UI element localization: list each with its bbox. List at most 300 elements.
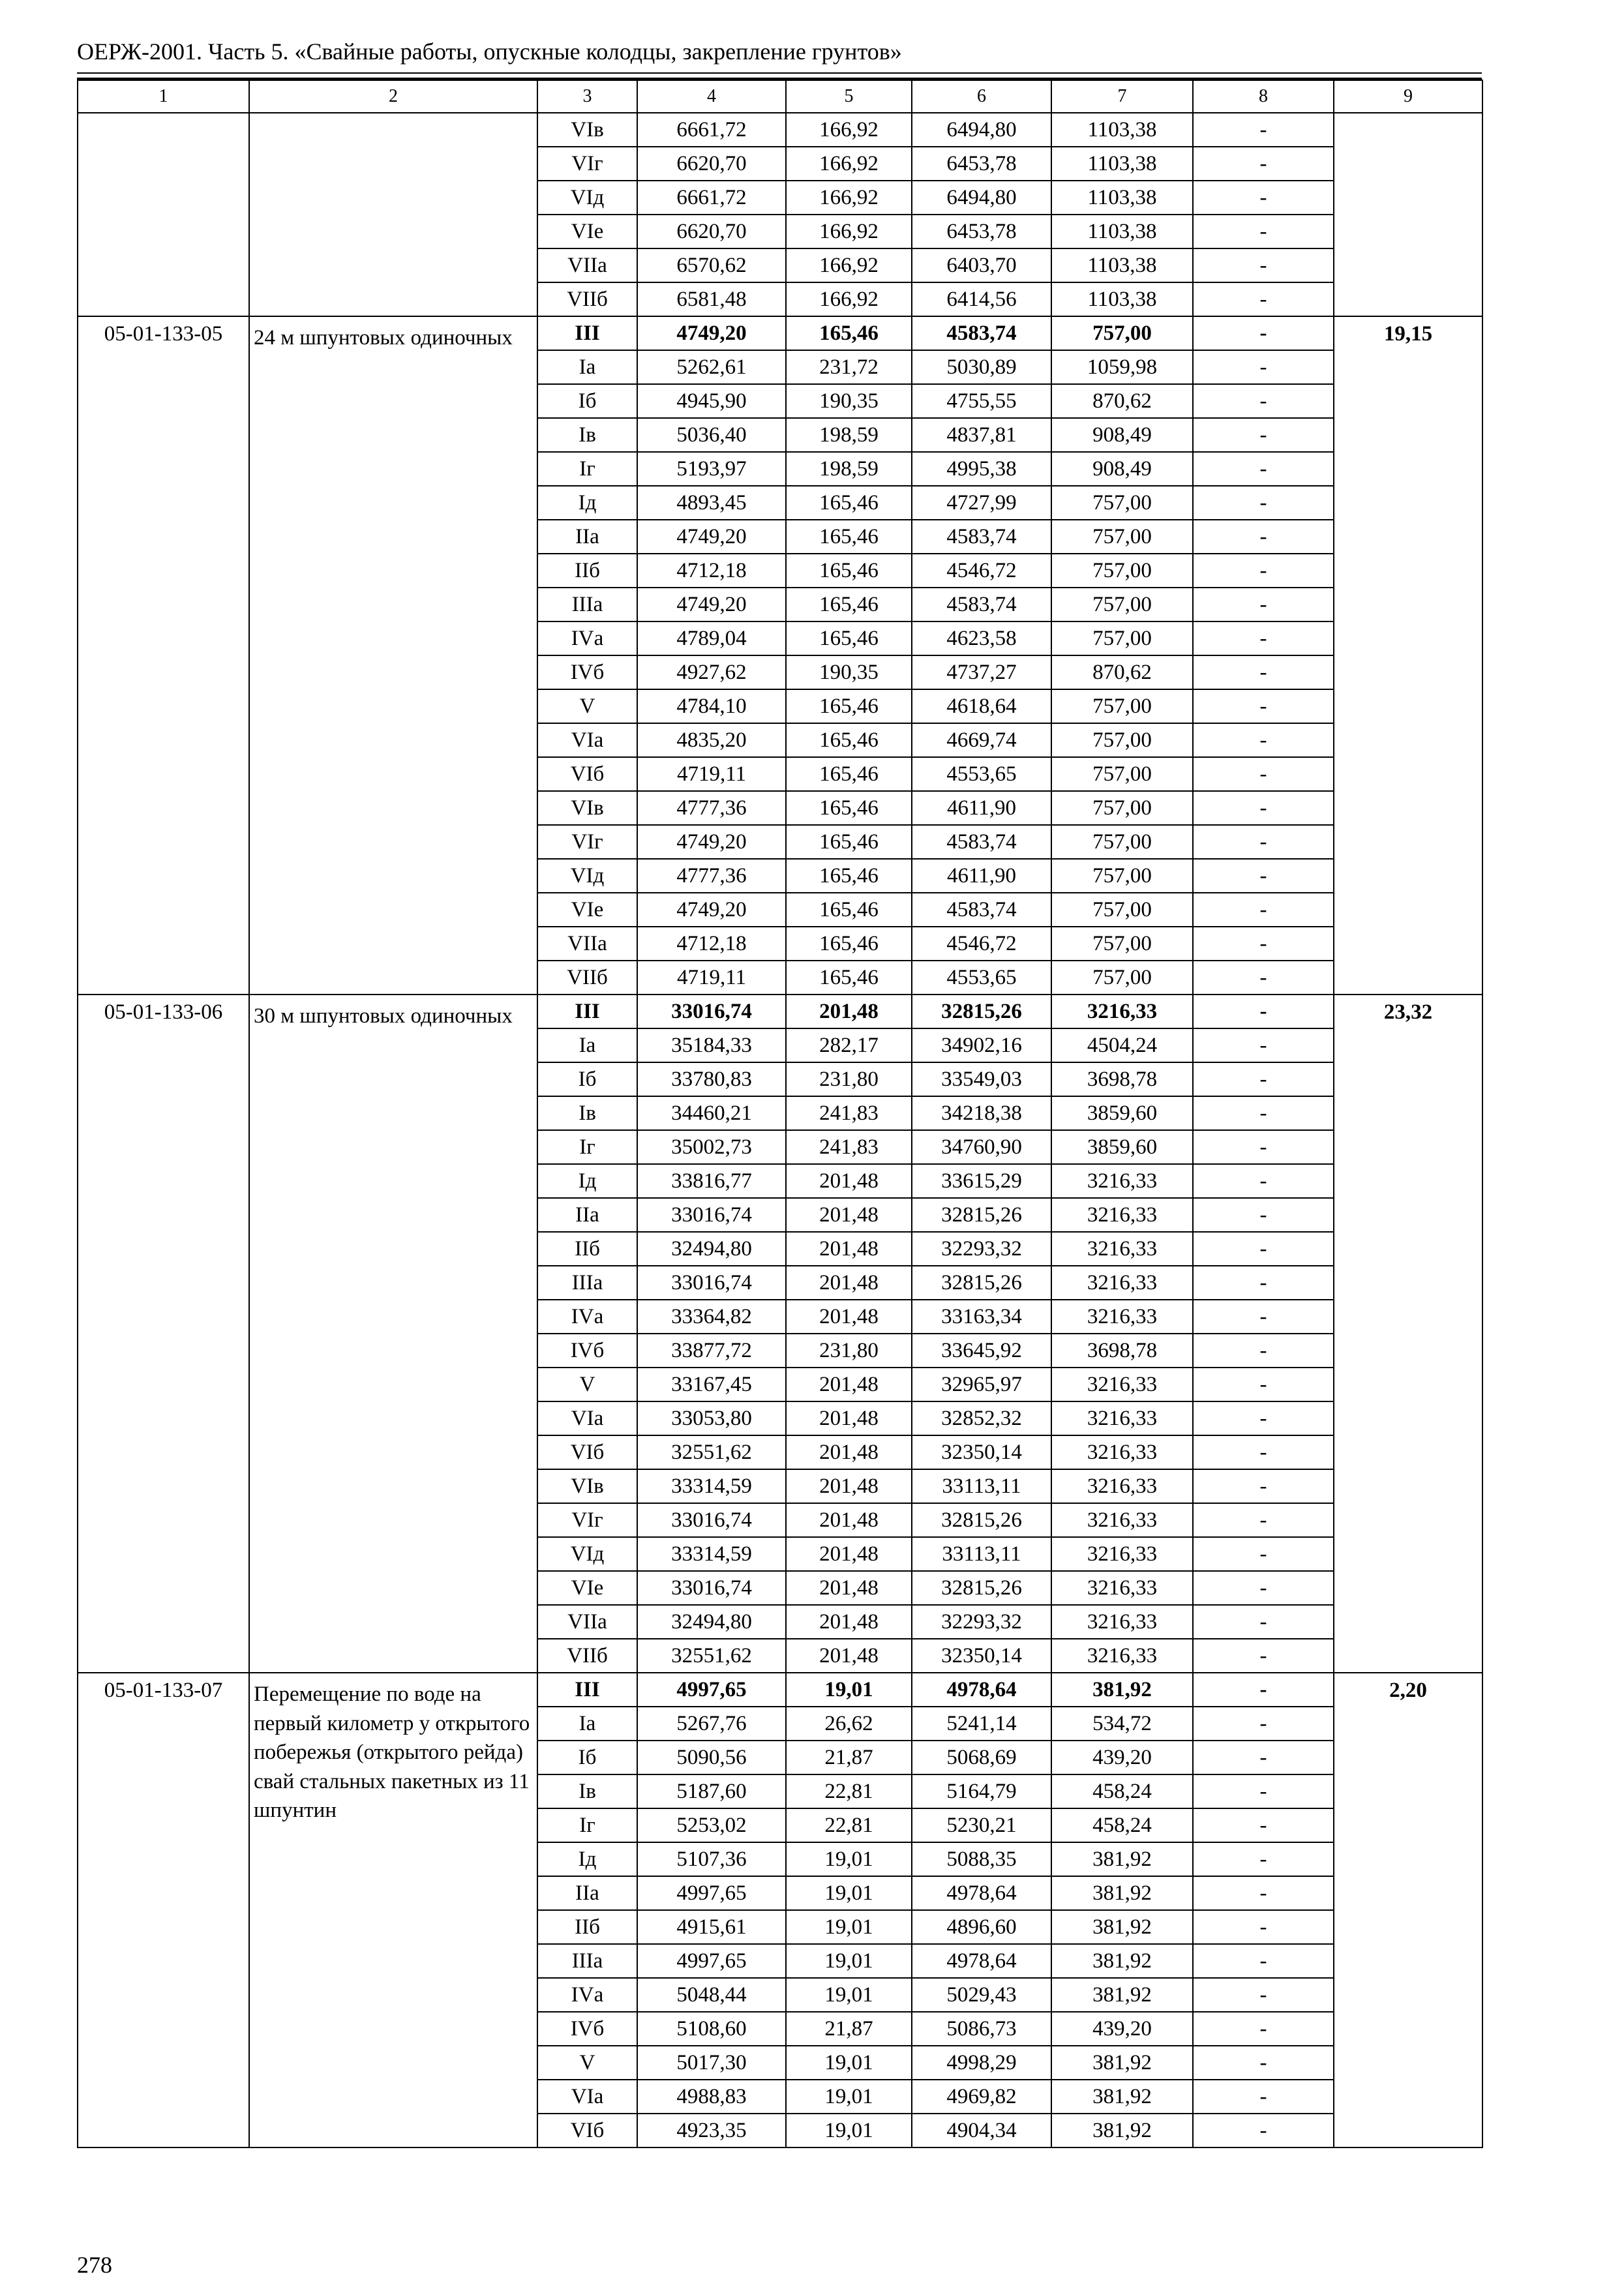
machinist-wages-cell: 1059,98 (1051, 350, 1193, 384)
materials-cell: - (1193, 350, 1334, 384)
zone-cell: VIв (537, 791, 637, 825)
zone-cell: VIб (537, 1435, 637, 1469)
materials-cell: - (1193, 2080, 1334, 2114)
wages-cell: 190,35 (786, 384, 912, 418)
machine-cost-cell: 4583,74 (912, 520, 1051, 554)
materials-cell: - (1193, 723, 1334, 757)
total-cost-cell: 5267,76 (637, 1707, 786, 1741)
machine-cost-cell: 4737,27 (912, 655, 1051, 689)
zone-cell: Iб (537, 384, 637, 418)
materials-cell: - (1193, 2114, 1334, 2147)
wages-cell: 201,48 (786, 1266, 912, 1300)
machine-cost-cell: 4995,38 (912, 452, 1051, 486)
total-cost-cell: 33780,83 (637, 1062, 786, 1096)
column-number: 1 (78, 80, 249, 113)
table-row (78, 113, 1482, 147)
machine-cost-cell: 33615,29 (912, 1164, 1051, 1198)
wages-cell: 201,48 (786, 1503, 912, 1537)
wages-cell: 241,83 (786, 1130, 912, 1164)
machine-cost-cell: 32815,26 (912, 1198, 1051, 1232)
wages-cell: 165,46 (786, 859, 912, 893)
machine-cost-cell: 32815,26 (912, 1266, 1051, 1300)
page-number: 278 (77, 2252, 112, 2278)
machine-cost-cell: 32815,26 (912, 1503, 1051, 1537)
total-cost-cell: 5193,97 (637, 452, 786, 486)
machine-cost-cell: 5164,79 (912, 1774, 1051, 1808)
total-cost-cell: 4777,36 (637, 791, 786, 825)
total-cost-cell: 32494,80 (637, 1232, 786, 1266)
machine-cost-cell: 6453,78 (912, 215, 1051, 248)
machinist-wages-cell: 3216,33 (1051, 1300, 1193, 1334)
machine-cost-cell: 33549,03 (912, 1062, 1051, 1096)
total-cost-cell: 4712,18 (637, 554, 786, 588)
zone-cell: Iа (537, 350, 637, 384)
total-cost-cell: 4915,61 (637, 1910, 786, 1944)
machinist-wages-cell: 534,72 (1051, 1707, 1193, 1741)
machinist-wages-cell: 757,00 (1051, 554, 1193, 588)
total-cost-cell: 35002,73 (637, 1130, 786, 1164)
materials-cell: - (1193, 1368, 1334, 1401)
wages-cell: 26,62 (786, 1707, 912, 1741)
machine-cost-cell: 33113,11 (912, 1537, 1051, 1571)
machine-cost-cell: 4546,72 (912, 554, 1051, 588)
materials-cell: - (1193, 995, 1334, 1028)
total-cost-cell: 4988,83 (637, 2080, 786, 2114)
materials-cell: - (1193, 384, 1334, 418)
machine-cost-cell: 5068,69 (912, 1741, 1051, 1774)
total-cost-cell: 4719,11 (637, 961, 786, 995)
materials-cell: - (1193, 520, 1334, 554)
wages-cell: 165,46 (786, 791, 912, 825)
machine-cost-cell: 32350,14 (912, 1639, 1051, 1673)
zone-cell: IVа (537, 621, 637, 655)
materials-cell: - (1193, 1944, 1334, 1978)
zone-cell: VIб (537, 757, 637, 791)
zone-cell: VIг (537, 1503, 637, 1537)
materials-cell: - (1193, 452, 1334, 486)
machine-cost-cell: 4583,74 (912, 316, 1051, 350)
machinist-wages-cell: 908,49 (1051, 418, 1193, 452)
machine-cost-cell: 6403,70 (912, 248, 1051, 282)
wages-cell: 19,01 (786, 2046, 912, 2080)
zone-cell: Iг (537, 452, 637, 486)
machine-cost-cell: 34902,16 (912, 1028, 1051, 1062)
zone-cell: VIв (537, 1469, 637, 1503)
zone-cell: IIа (537, 1198, 637, 1232)
zone-cell: Iб (537, 1741, 637, 1774)
materials-cell: - (1193, 893, 1334, 927)
wages-cell: 201,48 (786, 1571, 912, 1605)
machinist-wages-cell: 757,00 (1051, 859, 1193, 893)
total-cost-cell: 5262,61 (637, 350, 786, 384)
labor-cost-cell: 2,20 (1334, 1673, 1482, 2147)
machinist-wages-cell: 3216,33 (1051, 1435, 1193, 1469)
total-cost-cell: 4719,11 (637, 757, 786, 791)
total-cost-cell: 33016,74 (637, 995, 786, 1028)
table-row (78, 316, 1482, 350)
machine-cost-cell: 4837,81 (912, 418, 1051, 452)
machinist-wages-cell: 3216,33 (1051, 1368, 1193, 1401)
total-cost-cell: 4923,35 (637, 2114, 786, 2147)
machinist-wages-cell: 3216,33 (1051, 995, 1193, 1028)
zone-cell: V (537, 689, 637, 723)
materials-cell: - (1193, 1266, 1334, 1300)
machine-cost-cell: 34760,90 (912, 1130, 1051, 1164)
table-body (78, 80, 1482, 2147)
machine-cost-cell: 4896,60 (912, 1910, 1051, 1944)
machine-cost-cell: 32965,97 (912, 1368, 1051, 1401)
machine-cost-cell: 6414,56 (912, 282, 1051, 316)
wages-cell: 19,01 (786, 2080, 912, 2114)
machinist-wages-cell: 757,00 (1051, 757, 1193, 791)
materials-cell: - (1193, 1469, 1334, 1503)
materials-cell: - (1193, 554, 1334, 588)
materials-cell: - (1193, 1028, 1334, 1062)
machine-cost-cell: 32852,32 (912, 1401, 1051, 1435)
wages-cell: 165,46 (786, 825, 912, 859)
materials-cell: - (1193, 1062, 1334, 1096)
zone-cell: VIе (537, 1571, 637, 1605)
zone-cell: VIIб (537, 1639, 637, 1673)
zone-cell: VIIа (537, 248, 637, 282)
total-cost-cell: 4749,20 (637, 825, 786, 859)
wages-cell: 19,01 (786, 1673, 912, 1707)
machine-cost-cell: 6494,80 (912, 113, 1051, 147)
machinist-wages-cell: 757,00 (1051, 723, 1193, 757)
machine-cost-cell: 4611,90 (912, 791, 1051, 825)
zone-cell: VIа (537, 1401, 637, 1435)
machine-cost-cell: 4904,34 (912, 2114, 1051, 2147)
wages-cell: 201,48 (786, 1300, 912, 1334)
machinist-wages-cell: 757,00 (1051, 825, 1193, 859)
zone-cell: VIд (537, 1537, 637, 1571)
materials-cell: - (1193, 1774, 1334, 1808)
wages-cell: 201,48 (786, 1469, 912, 1503)
machinist-wages-cell: 757,00 (1051, 927, 1193, 961)
machine-cost-cell: 33163,34 (912, 1300, 1051, 1334)
zone-cell: VIг (537, 825, 637, 859)
machine-cost-cell: 5086,73 (912, 2012, 1051, 2046)
work-description: 24 м шпунтовых одиночных (249, 316, 537, 995)
wages-cell: 165,46 (786, 554, 912, 588)
machine-cost-cell: 4669,74 (912, 723, 1051, 757)
zone-cell: IIб (537, 554, 637, 588)
total-cost-cell: 33314,59 (637, 1469, 786, 1503)
zone-cell: VIIб (537, 961, 637, 995)
wages-cell: 165,46 (786, 520, 912, 554)
wages-cell: 166,92 (786, 147, 912, 181)
materials-cell: - (1193, 655, 1334, 689)
machine-cost-cell: 32293,32 (912, 1605, 1051, 1639)
wages-cell: 165,46 (786, 316, 912, 350)
total-cost-cell: 6620,70 (637, 147, 786, 181)
zone-cell: Iг (537, 1808, 637, 1842)
machinist-wages-cell: 3859,60 (1051, 1130, 1193, 1164)
wages-cell: 198,59 (786, 452, 912, 486)
machine-cost-cell: 4583,74 (912, 825, 1051, 859)
materials-cell: - (1193, 1978, 1334, 2012)
wages-cell: 19,01 (786, 1842, 912, 1876)
zone-cell: VIд (537, 181, 637, 215)
wages-cell: 19,01 (786, 1910, 912, 1944)
zone-cell: VIд (537, 859, 637, 893)
machine-cost-cell: 4553,65 (912, 757, 1051, 791)
total-cost-cell: 33816,77 (637, 1164, 786, 1198)
total-cost-cell: 6581,48 (637, 282, 786, 316)
machine-cost-cell: 34218,38 (912, 1096, 1051, 1130)
total-cost-cell: 33016,74 (637, 1198, 786, 1232)
machine-cost-cell: 5030,89 (912, 350, 1051, 384)
zone-cell: IVа (537, 1978, 637, 2012)
zone-cell: IVб (537, 655, 637, 689)
wages-cell: 165,46 (786, 689, 912, 723)
wages-cell: 165,46 (786, 486, 912, 520)
zone-cell: VIа (537, 2080, 637, 2114)
materials-cell: - (1193, 1300, 1334, 1334)
materials-cell: - (1193, 1842, 1334, 1876)
materials-cell: - (1193, 2046, 1334, 2080)
wages-cell: 201,48 (786, 1401, 912, 1435)
zone-cell: IIб (537, 1910, 637, 1944)
machine-cost-cell: 4978,64 (912, 1944, 1051, 1978)
wages-cell: 19,01 (786, 1944, 912, 1978)
materials-cell: - (1193, 181, 1334, 215)
total-cost-cell: 32551,62 (637, 1435, 786, 1469)
machinist-wages-cell: 757,00 (1051, 791, 1193, 825)
machine-cost-cell: 4611,90 (912, 859, 1051, 893)
wages-cell: 165,46 (786, 588, 912, 621)
machine-cost-cell: 4978,64 (912, 1673, 1051, 1707)
zone-cell: IIа (537, 520, 637, 554)
materials-cell: - (1193, 1910, 1334, 1944)
machinist-wages-cell: 908,49 (1051, 452, 1193, 486)
total-cost-cell: 33053,80 (637, 1401, 786, 1435)
total-cost-cell: 5187,60 (637, 1774, 786, 1808)
rate-code: 05-01-133-06 (78, 995, 249, 1673)
total-cost-cell: 6661,72 (637, 113, 786, 147)
total-cost-cell: 4749,20 (637, 520, 786, 554)
zone-cell: Iа (537, 1707, 637, 1741)
machine-cost-cell: 33113,11 (912, 1469, 1051, 1503)
rate-code: 05-01-133-07 (78, 1673, 249, 2147)
wages-cell: 198,59 (786, 418, 912, 452)
total-cost-cell: 33167,45 (637, 1368, 786, 1401)
wages-cell: 282,17 (786, 1028, 912, 1062)
total-cost-cell: 35184,33 (637, 1028, 786, 1062)
zone-cell: Iв (537, 1096, 637, 1130)
machine-cost-cell: 4583,74 (912, 893, 1051, 927)
total-cost-cell: 5036,40 (637, 418, 786, 452)
wages-cell: 241,83 (786, 1096, 912, 1130)
materials-cell: - (1193, 927, 1334, 961)
total-cost-cell: 34460,21 (637, 1096, 786, 1130)
zone-cell: IVб (537, 1334, 637, 1368)
machine-cost-cell: 32350,14 (912, 1435, 1051, 1469)
materials-cell: - (1193, 1198, 1334, 1232)
zone-cell: VIв (537, 113, 637, 147)
materials-cell: - (1193, 113, 1334, 147)
total-cost-cell: 32494,80 (637, 1605, 786, 1639)
machine-cost-cell: 4978,64 (912, 1876, 1051, 1910)
zone-cell: VIе (537, 893, 637, 927)
wages-cell: 201,48 (786, 1639, 912, 1673)
materials-cell: - (1193, 1401, 1334, 1435)
zone-cell: VIб (537, 2114, 637, 2147)
machine-cost-cell: 5029,43 (912, 1978, 1051, 2012)
materials-cell: - (1193, 1537, 1334, 1571)
zone-cell: VIе (537, 215, 637, 248)
total-cost-cell: 6620,70 (637, 215, 786, 248)
wages-cell: 166,92 (786, 181, 912, 215)
materials-cell: - (1193, 961, 1334, 995)
machinist-wages-cell: 757,00 (1051, 893, 1193, 927)
machinist-wages-cell: 3216,33 (1051, 1198, 1193, 1232)
rates-table (77, 80, 1483, 2148)
materials-cell: - (1193, 1741, 1334, 1774)
machine-cost-cell: 4727,99 (912, 486, 1051, 520)
zone-cell: V (537, 1368, 637, 1401)
zone-cell: VIIа (537, 1605, 637, 1639)
materials-cell: - (1193, 1232, 1334, 1266)
materials-cell: - (1193, 1808, 1334, 1842)
machinist-wages-cell: 3216,33 (1051, 1503, 1193, 1537)
machinist-wages-cell: 439,20 (1051, 2012, 1193, 2046)
materials-cell: - (1193, 1334, 1334, 1368)
total-cost-cell: 4997,65 (637, 1944, 786, 1978)
machinist-wages-cell: 3216,33 (1051, 1605, 1193, 1639)
machinist-wages-cell: 757,00 (1051, 316, 1193, 350)
total-cost-cell: 6570,62 (637, 248, 786, 282)
total-cost-cell: 4927,62 (637, 655, 786, 689)
machinist-wages-cell: 439,20 (1051, 1741, 1193, 1774)
machinist-wages-cell: 3216,33 (1051, 1469, 1193, 1503)
column-number: 8 (1193, 80, 1334, 113)
machinist-wages-cell: 757,00 (1051, 588, 1193, 621)
total-cost-cell: 33016,74 (637, 1503, 786, 1537)
materials-cell: - (1193, 1876, 1334, 1910)
wages-cell: 21,87 (786, 2012, 912, 2046)
total-cost-cell: 5048,44 (637, 1978, 786, 2012)
materials-cell: - (1193, 791, 1334, 825)
column-number: 6 (912, 80, 1051, 113)
wages-cell: 19,01 (786, 1876, 912, 1910)
machine-cost-cell: 4553,65 (912, 961, 1051, 995)
machinist-wages-cell: 1103,38 (1051, 248, 1193, 282)
machine-cost-cell: 6453,78 (912, 147, 1051, 181)
wages-cell: 231,80 (786, 1062, 912, 1096)
machine-cost-cell: 4755,55 (912, 384, 1051, 418)
machinist-wages-cell: 3859,60 (1051, 1096, 1193, 1130)
materials-cell: - (1193, 1707, 1334, 1741)
wages-cell: 22,81 (786, 1808, 912, 1842)
machine-cost-cell: 4998,29 (912, 2046, 1051, 2080)
wages-cell: 201,48 (786, 1164, 912, 1198)
machinist-wages-cell: 381,92 (1051, 1978, 1193, 2012)
wages-cell: 165,46 (786, 723, 912, 757)
machinist-wages-cell: 381,92 (1051, 1673, 1193, 1707)
zone-cell: IIа (537, 1876, 637, 1910)
labor-cost-cell (1334, 113, 1482, 316)
machinist-wages-cell: 1103,38 (1051, 181, 1193, 215)
total-cost-cell: 4749,20 (637, 893, 786, 927)
zone-cell: Iв (537, 1774, 637, 1808)
materials-cell: - (1193, 248, 1334, 282)
machinist-wages-cell: 381,92 (1051, 2046, 1193, 2080)
wages-cell: 19,01 (786, 1978, 912, 2012)
column-number: 3 (537, 80, 637, 113)
column-number-row (78, 80, 1482, 113)
machinist-wages-cell: 381,92 (1051, 1842, 1193, 1876)
total-cost-cell: 33016,74 (637, 1571, 786, 1605)
work-description: 30 м шпунтовых одиночных (249, 995, 537, 1673)
total-cost-cell: 5017,30 (637, 2046, 786, 2080)
column-number: 4 (637, 80, 786, 113)
total-cost-cell: 32551,62 (637, 1639, 786, 1673)
machinist-wages-cell: 3216,33 (1051, 1571, 1193, 1605)
column-number: 5 (786, 80, 912, 113)
total-cost-cell: 5107,36 (637, 1842, 786, 1876)
zone-cell: V (537, 2046, 637, 2080)
total-cost-cell: 4712,18 (637, 927, 786, 961)
materials-cell: - (1193, 1605, 1334, 1639)
machine-cost-cell: 32815,26 (912, 995, 1051, 1028)
table-row (78, 995, 1482, 1028)
rate-code: 05-01-133-05 (78, 316, 249, 995)
total-cost-cell: 33364,82 (637, 1300, 786, 1334)
machinist-wages-cell: 870,62 (1051, 384, 1193, 418)
machine-cost-cell: 33645,92 (912, 1334, 1051, 1368)
total-cost-cell: 4789,04 (637, 621, 786, 655)
header-rule (77, 72, 1482, 74)
materials-cell: - (1193, 147, 1334, 181)
zone-cell: IIIа (537, 588, 637, 621)
zone-cell: Iд (537, 486, 637, 520)
total-cost-cell: 4835,20 (637, 723, 786, 757)
labor-cost-cell: 23,32 (1334, 995, 1482, 1673)
work-description (249, 113, 537, 316)
total-cost-cell: 4997,65 (637, 1876, 786, 1910)
materials-cell: - (1193, 1164, 1334, 1198)
total-cost-cell: 5108,60 (637, 2012, 786, 2046)
table-row (78, 1673, 1482, 1707)
total-cost-cell: 4784,10 (637, 689, 786, 723)
zone-cell: VIа (537, 723, 637, 757)
machinist-wages-cell: 757,00 (1051, 689, 1193, 723)
column-number: 2 (249, 80, 537, 113)
materials-cell: - (1193, 316, 1334, 350)
wages-cell: 201,48 (786, 995, 912, 1028)
machinist-wages-cell: 1103,38 (1051, 215, 1193, 248)
wages-cell: 165,46 (786, 757, 912, 791)
labor-cost-cell: 19,15 (1334, 316, 1482, 995)
machinist-wages-cell: 458,24 (1051, 1774, 1193, 1808)
rate-code (78, 113, 249, 316)
machinist-wages-cell: 4504,24 (1051, 1028, 1193, 1062)
zone-cell: VIIа (537, 927, 637, 961)
wages-cell: 165,46 (786, 961, 912, 995)
total-cost-cell: 4749,20 (637, 588, 786, 621)
machine-cost-cell: 4583,74 (912, 588, 1051, 621)
zone-cell: III (537, 316, 637, 350)
zone-cell: Iб (537, 1062, 637, 1096)
machinist-wages-cell: 870,62 (1051, 655, 1193, 689)
wages-cell: 22,81 (786, 1774, 912, 1808)
zone-cell: VIг (537, 147, 637, 181)
materials-cell: - (1193, 2012, 1334, 2046)
wages-cell: 165,46 (786, 927, 912, 961)
materials-cell: - (1193, 1435, 1334, 1469)
machinist-wages-cell: 757,00 (1051, 486, 1193, 520)
